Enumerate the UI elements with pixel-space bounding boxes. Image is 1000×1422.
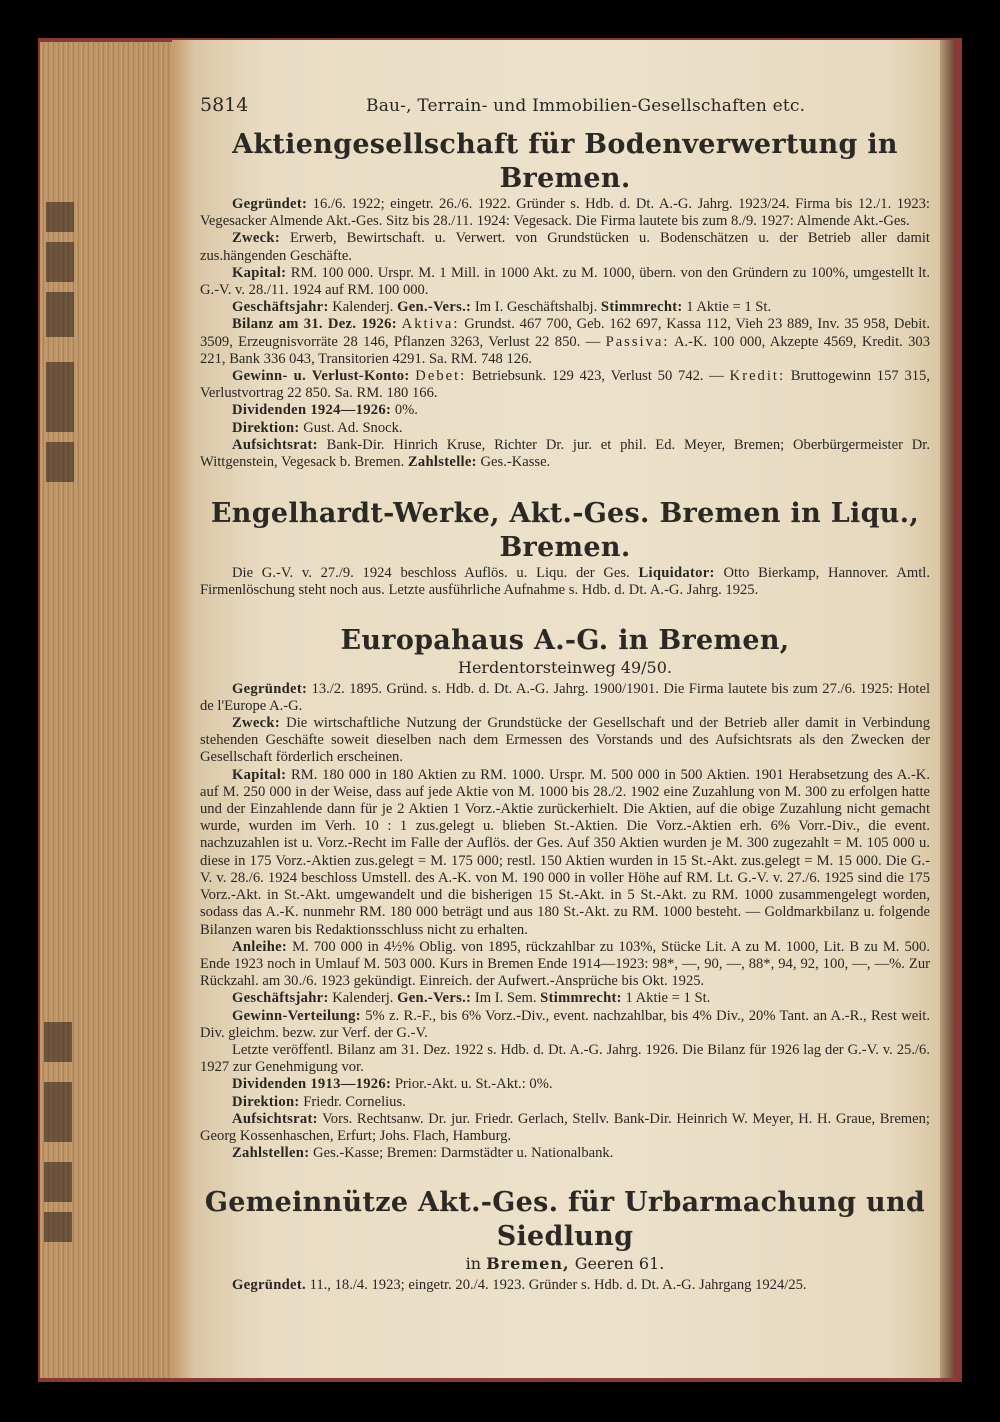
- field-label: Stimmrecht:: [600, 299, 683, 316]
- field-label: Dividenden 1924—1926:: [232, 402, 392, 419]
- field-text: Prior.-Akt. u. St.-Akt.: 0%.: [394, 1076, 553, 1093]
- field-text: Letzte veröffentl. Bilanz am 31. Dez. 1922 s. Hdb. d. Dt. A.-G. Jahrg. 1926. Die Bilanz für 1926 lag der G.-V. v. 25./6. 1927 zur Genehmigung vor.: [200, 1041, 930, 1076]
- company-entry: [200, 624, 930, 1163]
- running-head: [200, 94, 930, 120]
- field-text: 5% z. R.-F., bis 6% Vorz.-Div., event. nachzahlbar, bis 4% Div., 20% Tant. an A.-R., Rest weit. Div. gleichm. bezw. zur Verf. der G.-V.: [200, 1007, 931, 1041]
- edge-mark: [46, 242, 74, 282]
- field-sublabel: Aktiva:: [401, 316, 460, 333]
- field-label: Kapital:: [232, 766, 287, 783]
- field-label: Zahlstellen:: [232, 1145, 310, 1162]
- field-label: Direktion:: [232, 1093, 300, 1110]
- field-label: Geschäftsjahr:: [232, 299, 329, 316]
- edge-mark: [46, 202, 74, 232]
- field-text: RM. 100 000. Urspr. M. 1 Mill. in 1000 Akt. zu M. 1000, übern. von den Gründern zu 100%, umgestellt lt. G.-V. v. 28./11. 1924 auf RM. 100 000.: [200, 264, 930, 299]
- field-label: Gen.-Vers.:: [397, 990, 472, 1007]
- edge-mark: [44, 1082, 72, 1142]
- entry-body: [200, 565, 930, 599]
- field-text: Die wirtschaftliche Nutzung der Grundstücke der Gesellschaft und der Betrieb aller damit in Verbindung stehenden Geschäfte soweit dieselben nach dem Ermessen des Vorstands und des Aufsichtsrats als den Zwecken der Gesellschaft förderlich erscheinen.: [200, 715, 930, 766]
- field-text: Kalenderj.: [332, 990, 394, 1007]
- field-text: Grundst. 467 700, Geb. 162 697, Kassa 112, Vieh 23 889, Inv. 35 958, Debit. 3509, Erzeugnisvorräte 28 146, Pflanzen 3263, Verlust 22 850. —: [200, 316, 930, 350]
- field-text: 11., 18./4. 1923; eingetr. 20./4. 1923. Gründer s. Hdb. d. Dt. A.-G. Jahrgang 1924/25.: [309, 1277, 807, 1294]
- field-label: Geschäftsjahr:: [232, 990, 329, 1007]
- company-entry: [200, 1186, 930, 1294]
- entry-body: [200, 196, 930, 471]
- field-text: Die G.-V. v. 27./9. 1924 beschloss Auflös. u. Liqu. der Ges.: [232, 565, 630, 582]
- field-text: Kalenderj.: [332, 299, 394, 316]
- address-prefix: in: [465, 1254, 482, 1274]
- company-address: [200, 1254, 930, 1274]
- field-label: Direktion:: [232, 419, 300, 436]
- field-label: Kapital:: [232, 264, 287, 281]
- field-label: Aufsichtsrat:: [232, 1110, 318, 1127]
- edge-mark: [44, 1162, 72, 1202]
- field-text: Bruttogewinn 157 315, Verlustvortrag 22 850. Sa. RM. 180 166.: [200, 368, 930, 402]
- field-text: M. 700 000 in 4½% Oblig. von 1895, rückzahlbar zu 103%, Stücke Lit. A zu M. 1000, Lit. B zu M. 500. Ende 1923 noch in Umlauf M. 503 000. Kurs in Bremen Ende 1914—1923: 98*, —, 90, —, 88*, 94, 92, 100, —, —%. Zur Rückzahl. am 30./6. 1923 gekündigt. Einreich. der Aufwert.-Ansprüche bis Okt. 1925.: [200, 938, 930, 990]
- edge-mark: [46, 292, 74, 337]
- field-label: Gegründet:: [232, 196, 308, 212]
- field-label: Stimmrecht:: [540, 990, 622, 1007]
- company-title: Aktiengesellschaft für Bodenverwertung in Bremen.: [232, 129, 898, 194]
- field-text: Ges.-Kasse.: [480, 454, 551, 471]
- page-gutter: [940, 40, 954, 1378]
- field-text: Erwerb, Bewirtschaft. u. Verwert. von Grundstücken u. Bodenschätzen u. der Betrieb aller damit zus.hängenden Geschäfte.: [200, 230, 930, 264]
- company-title: Engelhardt-Werke, Akt.-Ges. Bremen in Liqu., Bremen.: [210, 498, 920, 564]
- field-text: Bank-Dir. Hinrich Kruse, Richter Dr. jur. et phil. Ed. Meyer, Bremen; Oberbürgermeister Dr. Wittgenstein, Vegesack b. Bremen.: [200, 436, 930, 471]
- field-label: Aufsichtsrat:: [232, 436, 318, 453]
- entry-body: [200, 681, 930, 1163]
- company-entry: [200, 128, 930, 471]
- field-label: Gegründet.: [232, 1277, 306, 1294]
- field-text: 1 Aktie = 1 St.: [625, 990, 711, 1007]
- edge-mark: [44, 1022, 72, 1062]
- edge-mark: [46, 362, 74, 432]
- field-label: Zahlstelle:: [407, 454, 477, 471]
- field-text: RM. 180 000 in 180 Aktien zu RM. 1000. Urspr. M. 500 000 in 500 Aktien. 1901 Herabsetzung des A.-K. auf M. 250 000 in der Weise, dass auf jede Aktie von M. 1000 bis 28./2. 1902 eine Zuzahlung von M. 300 zu erfolgen hatte und der Einzahlende dann für je 2 Aktien 1 Vorz.-Aktie zurückerhielt. Die Aktien, auf die obige Zuzahlung nicht gemacht wurde, wurden im Verh. 10 : 1 zus.gelegt u. blieben St.-Aktien. Die Vorz.-Aktien erh. 6% Vorr.-Div., die event. nachzuzahlen ist u. Vorz.-Recht im Falle der Auflös. der Ges. Auf 350 Aktien wurden je M. 300 zugezahlt = M. 105 000 u. diese in 175 Vorz.-Aktien zus.gelegt = M. 175 000; restl. 150 Aktien wurden in 15 St.-Akt. zus.gelegt = M. 15 000. Die G.-V. v. 28./6. 1924 beschloss Umstell. des A.-K. von M. 190 000 in voller Höhe auf RM. Lt. G.-V. v. 27./6. 1925 sind die 175 Vorz.-Akt. in St.-Akt. umgewandelt und die bisherigen 15 St.-Akt. in 5 St.-Akt. zu RM. 1000 zusammengelegt worden, sodass das A.-K. nunmehr RM. 180 000 beträgt und aus 180 St.-Akt. zu RM. 1000 besteht. — Goldmarkbilanz u. folgende Bilanzen waren bis Redaktionsschluss nicht zu erhalten.: [200, 766, 930, 938]
- field-text: Otto Bierkamp, Hannover. Amtl. Firmenlöschung steht noch aus. Letzte ausführliche Aufnahme s. Hdb. d. Dt. A.-G. Jahrg. 1925.: [200, 565, 930, 599]
- field-label: Gegründet:: [232, 680, 308, 697]
- field-text: Vors. Rechtsanw. Dr. jur. Friedr. Gerlach, Stellv. Bank-Dir. Heinrich W. Meyer, H. H. Graue, Bremen; Georg Kossenhaschen, Erfurt; Johs. Flach, Hamburg.: [200, 1110, 930, 1144]
- field-label: Bilanz am 31. Dez. 1926:: [232, 316, 397, 333]
- field-label: Zweck:: [232, 715, 281, 732]
- entry-body: [200, 1277, 930, 1294]
- field-label: Gewinn- u. Verlust-Konto:: [232, 368, 410, 385]
- field-label: Gewinn-Verteilung:: [232, 1007, 361, 1024]
- edge-mark: [44, 1212, 72, 1242]
- field-text: Im I. Sem.: [474, 990, 537, 1007]
- field-text: 1 Aktie = 1 St.: [686, 299, 772, 316]
- running-title: Bau-, Terrain- und Immobilien-Gesellschaften etc.: [366, 96, 806, 116]
- field-label: Dividenden 1913—1926:: [232, 1076, 392, 1093]
- field-label: Liquidator:: [638, 565, 715, 582]
- field-text: A.-K. 100 000, Akzepte 4569, Kredit. 303 221, Bank 336 043, Transitorien 4291. Sa. RM. 748 126.: [200, 333, 931, 367]
- field-text: Im I. Geschäftshalbj.: [474, 299, 598, 316]
- field-text: Betriebsunk. 129 423, Verlust 50 742. —: [471, 368, 724, 385]
- field-text: Ges.-Kasse; Bremen: Darmstädter u. Nationalbank.: [313, 1145, 614, 1162]
- address-street: Geeren 61.: [574, 1254, 665, 1274]
- address-city: Bremen,: [486, 1254, 570, 1274]
- field-sublabel: Passiva:: [605, 333, 670, 350]
- page-content: [200, 94, 930, 1295]
- edge-mark: [46, 442, 74, 482]
- field-text: 0%.: [394, 402, 418, 419]
- page-number: 5814: [200, 94, 249, 116]
- field-text: 16./6. 1922; eingetr. 26./6. 1922. Gründer s. Hdb. d. Dt. A.-G. Jahrg. 1923/24. Firma bis 12./1. 1923: Vegesacker Almende Akt.-Ges. Sitz bis 28./11. 1924: Vegesack. Die Firma lautete bis zum 8./9. 1927: Almende Akt.-Ges.: [200, 196, 930, 230]
- company-address: Herdentorsteinweg 49/50.: [457, 657, 672, 677]
- field-text: 13./2. 1895. Gründ. s. Hdb. d. Dt. A.-G. Jahrg. 1900/1901. Die Firma lautete bis zum 27./6. 1925: Hotel de l'Europe A.-G.: [200, 680, 930, 714]
- company-title: Gemeinnütze Akt.-Ges. für Urbarmachung und Siedlung: [204, 1187, 926, 1253]
- company-title: Europahaus A.-G. in Bremen,: [340, 624, 790, 656]
- field-text: Gust. Ad. Snock.: [303, 419, 403, 436]
- company-entry: [200, 497, 930, 599]
- field-label: Zweck:: [232, 230, 281, 247]
- field-sublabel: Kredit:: [729, 368, 786, 385]
- field-label: Anleihe:: [232, 938, 288, 955]
- field-sublabel: Debet:: [415, 368, 467, 385]
- field-text: Friedr. Cornelius.: [303, 1093, 406, 1110]
- field-label: Gen.-Vers.:: [397, 299, 472, 316]
